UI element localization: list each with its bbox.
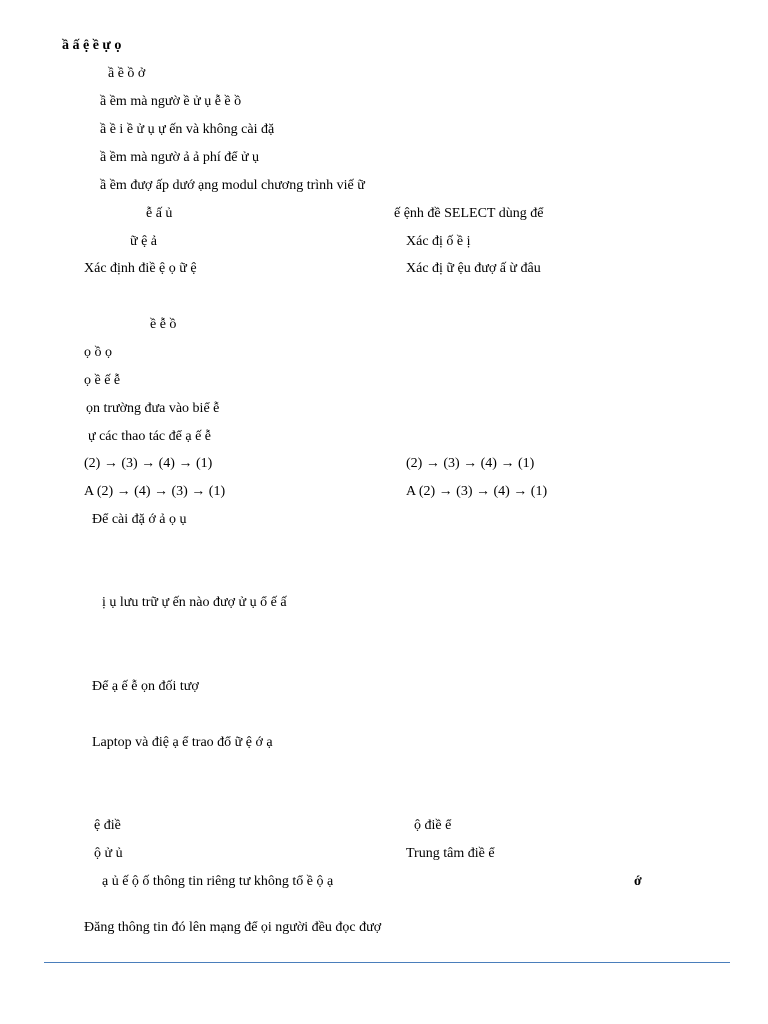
- answer-option: ọ ề ế ễ: [84, 373, 121, 388]
- question-line: ầ ề ồ ở: [108, 66, 146, 81]
- answer-option: Xác đị ữ ệu đượ ấ ừ đâu: [406, 261, 541, 276]
- answer-option: ọ ồ ọ: [84, 345, 112, 360]
- question-line: Để cài đặ ớ ả ọ ụ: [92, 512, 187, 527]
- question-line: ề ễ ồ: [150, 317, 177, 332]
- answer-option: ầ ềm mà ngườ ả ả phí để ử ụ: [100, 150, 260, 165]
- answer-option: ầ ềm mà ngườ ề ử ụ ễ ề ồ: [100, 94, 242, 109]
- question-line: Để ạ ế ễ ọn đối tượ: [92, 679, 199, 694]
- answer-option: ự các thao tác để ạ ế ễ: [88, 429, 212, 444]
- answer-option: ộ ử ủ: [94, 846, 123, 861]
- question-line: Laptop và điệ ạ ể trao đổ ữ ệ ớ ạ: [92, 735, 273, 750]
- footer-divider: [44, 962, 730, 963]
- question-line: ễ ấ ủ: [146, 206, 173, 221]
- answer-option: A (2) → (4) → (3) → (1): [84, 484, 226, 499]
- answer-option: (2) → (3) → (4) → (1): [84, 456, 213, 471]
- answer-option: Xác định điề ệ ọ ữ ệ: [84, 261, 197, 276]
- answer-option: ệ điề: [94, 818, 121, 833]
- answer-option: Trung tâm điề ể: [406, 846, 495, 861]
- question-line-end: ớ: [634, 874, 642, 889]
- heading-line: ầ ấ ệ ề ự ọ: [62, 38, 122, 53]
- answer-option: ộ điề ể: [414, 818, 452, 833]
- answer-option: ầ ềm đượ ấp dướ ạng modul chương trình viế ữ: [100, 178, 365, 193]
- answer-option: Đăng thông tin đó lên mạng để ọi người đều đọc đượ: [84, 920, 382, 935]
- question-line: ị ụ lưu trữ ự ến nào đượ ử ụ ổ ế ấ: [102, 595, 287, 610]
- answer-option: (2) → (3) → (4) → (1): [406, 456, 535, 471]
- answer-option: ọn trường đưa vào biể ễ: [86, 401, 220, 416]
- answer-option: ữ ệ ả: [130, 234, 158, 249]
- answer-option: ầ ề i ề ử ụ ự ến và không cài đặ: [100, 122, 275, 137]
- question-line: ạ ủ ế ộ ố thông tin riêng tư không tổ ề ộ ạ: [102, 874, 334, 889]
- question-line: ế ệnh đề SELECT dùng để: [394, 206, 544, 221]
- answer-option: Xác đị ố ề ị: [406, 234, 471, 249]
- answer-option: A (2) → (3) → (4) → (1): [406, 484, 548, 499]
